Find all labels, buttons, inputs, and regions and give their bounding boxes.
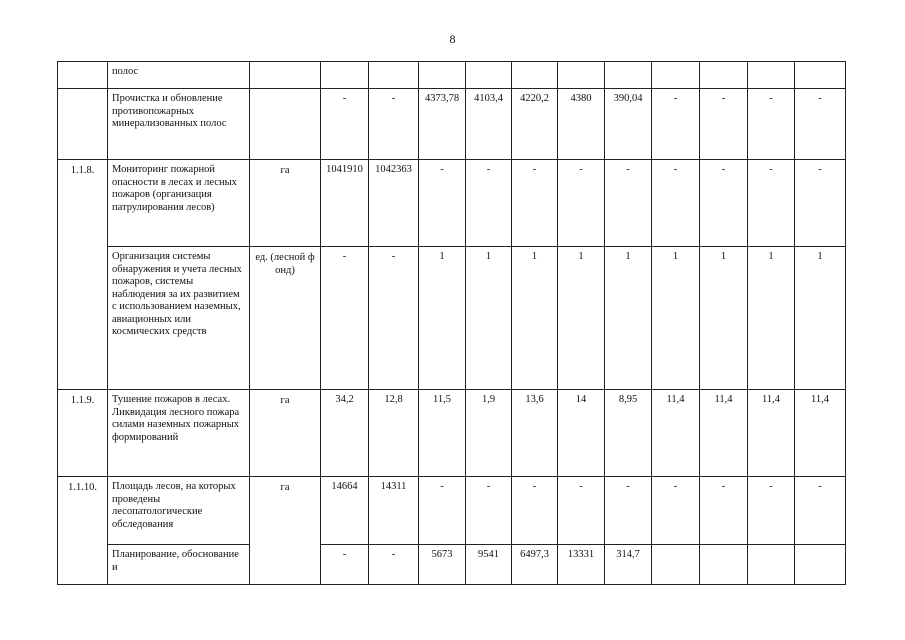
row-number: 1.1.10. — [58, 477, 108, 585]
value-cell: 1041910 — [321, 160, 369, 247]
value-cell: 13,6 — [512, 390, 558, 477]
row-unit — [250, 62, 321, 89]
value-cell: 34,2 — [321, 390, 369, 477]
value-cell: 6497,3 — [512, 545, 558, 585]
value-cell: - — [700, 160, 748, 247]
value-cell: 1 — [512, 247, 558, 390]
row-unit — [250, 89, 321, 160]
row-unit: ед. (лесной фонд) — [250, 247, 321, 390]
value-cell: 4220,2 — [512, 89, 558, 160]
value-cell — [466, 62, 512, 89]
value-cell: - — [512, 477, 558, 545]
value-cell: - — [369, 545, 419, 585]
value-cell: 4103,4 — [466, 89, 512, 160]
value-cell: 1 — [605, 247, 652, 390]
value-cell — [700, 62, 748, 89]
value-cell — [652, 545, 700, 585]
table-row — [58, 390, 846, 477]
value-cell: 11,4 — [652, 390, 700, 477]
row-number — [58, 89, 108, 160]
value-cell: 390,04 — [605, 89, 652, 160]
value-cell: - — [652, 89, 700, 160]
value-cell: - — [558, 160, 605, 247]
value-cell — [795, 62, 846, 89]
row-description: Планирование, обоснование и — [108, 545, 250, 585]
value-cell: 314,7 — [605, 545, 652, 585]
row-unit: га — [250, 160, 321, 247]
table-row — [58, 545, 846, 585]
row-description: Тушение пожаров в лесах. Ликвидация лесного пожара силами наземных пожарных формирований — [108, 390, 250, 477]
value-cell: - — [748, 89, 795, 160]
data-table — [57, 61, 846, 585]
value-cell: 1 — [795, 247, 846, 390]
value-cell — [652, 62, 700, 89]
value-cell: - — [466, 477, 512, 545]
value-cell: - — [700, 477, 748, 545]
value-cell — [512, 62, 558, 89]
value-cell: 11,4 — [795, 390, 846, 477]
value-cell: - — [795, 160, 846, 247]
value-cell: - — [321, 89, 369, 160]
value-cell: 1042363 — [369, 160, 419, 247]
value-cell: - — [321, 545, 369, 585]
value-cell: 1 — [700, 247, 748, 390]
row-description: полос — [108, 62, 250, 89]
value-cell: 1 — [466, 247, 512, 390]
value-cell — [321, 62, 369, 89]
value-cell: - — [369, 247, 419, 390]
value-cell: 14311 — [369, 477, 419, 545]
row-unit: га — [250, 477, 321, 585]
value-cell: 1 — [652, 247, 700, 390]
value-cell: - — [748, 477, 795, 545]
row-description: Прочистка и обновление противопожарных минерализованных полос — [108, 89, 250, 160]
value-cell: - — [748, 160, 795, 247]
row-description: Организация системы обнаружения и учета лесных пожаров, системы наблюдения за их развитием с использованием наземных, авиационных или космических средств — [108, 247, 250, 390]
row-unit: га — [250, 390, 321, 477]
page-number: 8 — [449, 32, 456, 46]
value-cell — [748, 545, 795, 585]
value-cell: - — [419, 477, 466, 545]
value-cell: 11,5 — [419, 390, 466, 477]
value-cell: 14664 — [321, 477, 369, 545]
value-cell: 1,9 — [466, 390, 512, 477]
table-row — [58, 62, 846, 89]
table-row — [58, 477, 846, 545]
value-cell: - — [795, 477, 846, 545]
value-cell: 5673 — [419, 545, 466, 585]
value-cell: 13331 — [558, 545, 605, 585]
value-cell: - — [795, 89, 846, 160]
value-cell: - — [512, 160, 558, 247]
row-description: Площадь лесов, на которых проведены лесопатологические обследования — [108, 477, 250, 545]
table-row — [58, 247, 846, 390]
value-cell: - — [652, 477, 700, 545]
value-cell: - — [652, 160, 700, 247]
row-number — [58, 62, 108, 89]
row-number: 1.1.8. — [58, 160, 108, 390]
value-cell: - — [558, 477, 605, 545]
value-cell — [700, 545, 748, 585]
value-cell: 11,4 — [748, 390, 795, 477]
value-cell: 8,95 — [605, 390, 652, 477]
table-row — [58, 89, 846, 160]
value-cell — [795, 545, 846, 585]
value-cell — [558, 62, 605, 89]
value-cell: - — [605, 160, 652, 247]
value-cell: - — [369, 89, 419, 160]
value-cell: 12,8 — [369, 390, 419, 477]
value-cell: - — [466, 160, 512, 247]
value-cell: 1 — [748, 247, 795, 390]
value-cell: 1 — [419, 247, 466, 390]
value-cell — [748, 62, 795, 89]
value-cell: - — [700, 89, 748, 160]
value-cell: 14 — [558, 390, 605, 477]
value-cell: 4380 — [558, 89, 605, 160]
value-cell — [605, 62, 652, 89]
table-row — [58, 160, 846, 247]
value-cell: 1 — [558, 247, 605, 390]
value-cell: - — [605, 477, 652, 545]
row-description: Мониторинг пожарной опасности в лесах и лесных пожаров (организация патрулирования лесов) — [108, 160, 250, 247]
value-cell: 4373,78 — [419, 89, 466, 160]
value-cell: - — [321, 247, 369, 390]
value-cell: - — [419, 160, 466, 247]
value-cell: 11,4 — [700, 390, 748, 477]
row-number: 1.1.9. — [58, 390, 108, 477]
value-cell — [369, 62, 419, 89]
value-cell — [419, 62, 466, 89]
value-cell: 9541 — [466, 545, 512, 585]
